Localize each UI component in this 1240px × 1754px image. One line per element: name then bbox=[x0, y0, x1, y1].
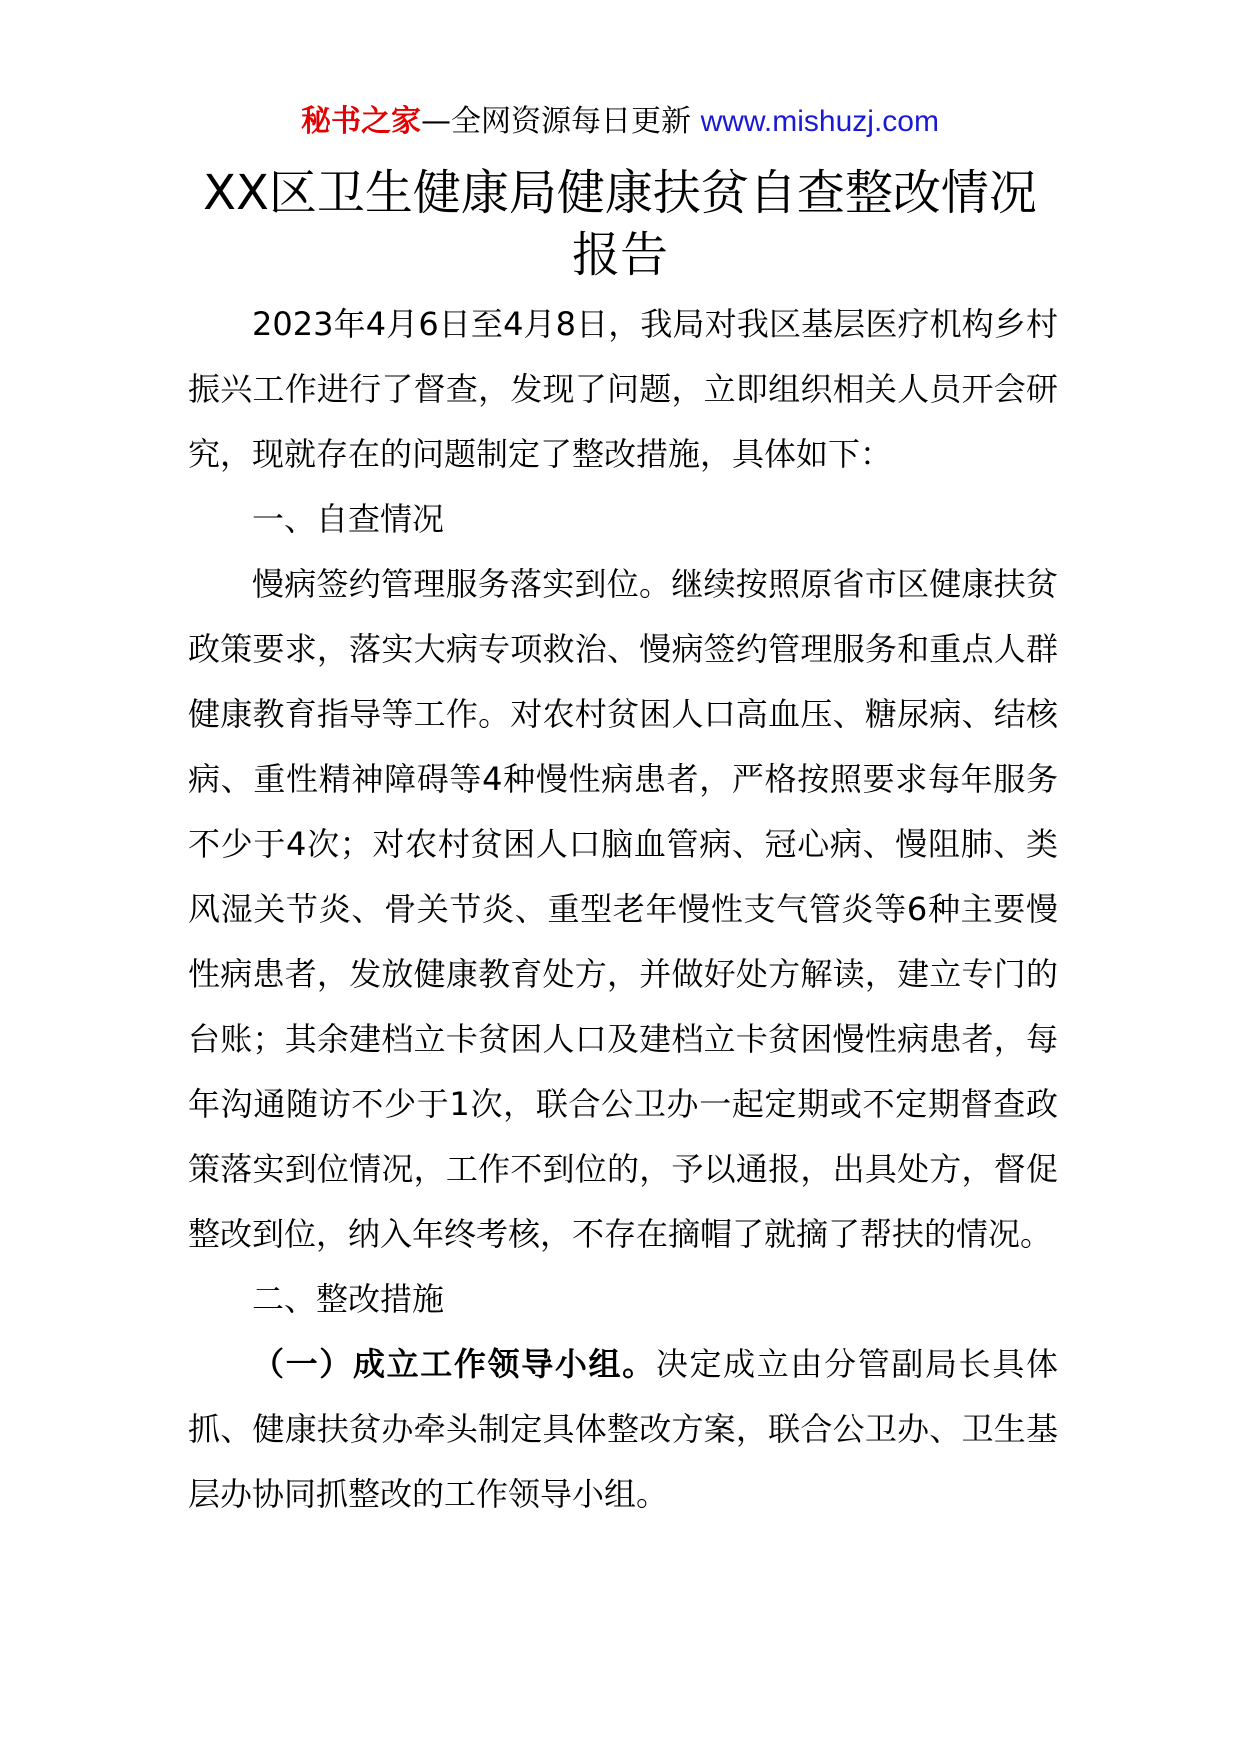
section-heading-self-check: 一、自查情况 bbox=[252, 500, 445, 538]
measure-1-lead: （一）成立工作领导小组。 bbox=[252, 1345, 656, 1383]
brand-name: 秘书之家 bbox=[301, 104, 422, 139]
site-banner bbox=[0, 102, 1240, 142]
title-line-1: XX区卫生健康局健康扶贫自查整改情况 bbox=[203, 165, 1037, 221]
document-title bbox=[150, 162, 1090, 286]
intro-paragraph: 2023年4月6日至4月8日，我局对我区基层医疗机构乡村振兴工作进行了督查，发现了问题，立即组织相关人员开会研究，现就存在的问题制定了整改措施，具体如下： bbox=[188, 305, 1058, 473]
section-heading-measures: 二、整改措施 bbox=[252, 1280, 445, 1318]
document-body bbox=[188, 292, 1058, 1527]
banner-tagline: —全网资源每日更新 bbox=[421, 104, 692, 139]
measure-1-paragraph bbox=[188, 1332, 1058, 1527]
title-line-2: 报告 bbox=[571, 227, 668, 283]
site-link[interactable]: www.mishuzj.com bbox=[700, 105, 939, 138]
measure-1-body: 决定成立由分管副局长具体抓、健康扶贫办牵头制定具体整改方案，联合公卫办、卫生基层办协同抓整改的工作领导小组。 bbox=[188, 1345, 1058, 1513]
self-check-paragraph: 慢病签约管理服务落实到位。继续按照原省市区健康扶贫政策要求，落实大病专项救治、慢病签约管理服务和重点人群健康教育指导等工作。对农村贫困人口高血压、糖尿病、结核病、重性精神障碍等4种慢性病患者，严格按照要求每年服务不少于4次；对农村贫困人口脑血管病、冠心病、慢阻肺、类风湿关节炎、骨关节炎、重型老年慢性支气管炎等6种主要慢性病患者，发放健康教育处方，并做好处方解读，建立专门的台账；其余建档立卡贫困人口及建档立卡贫困慢性病患者，每年沟通随访不少于1次，联合公卫办一起定期或不定期督查政策落实到位情况，工作不到位的，予以通报，出具处方，督促整改到位，纳入年终考核，不存在摘帽了就摘了帮扶的情况。 bbox=[188, 565, 1058, 1253]
